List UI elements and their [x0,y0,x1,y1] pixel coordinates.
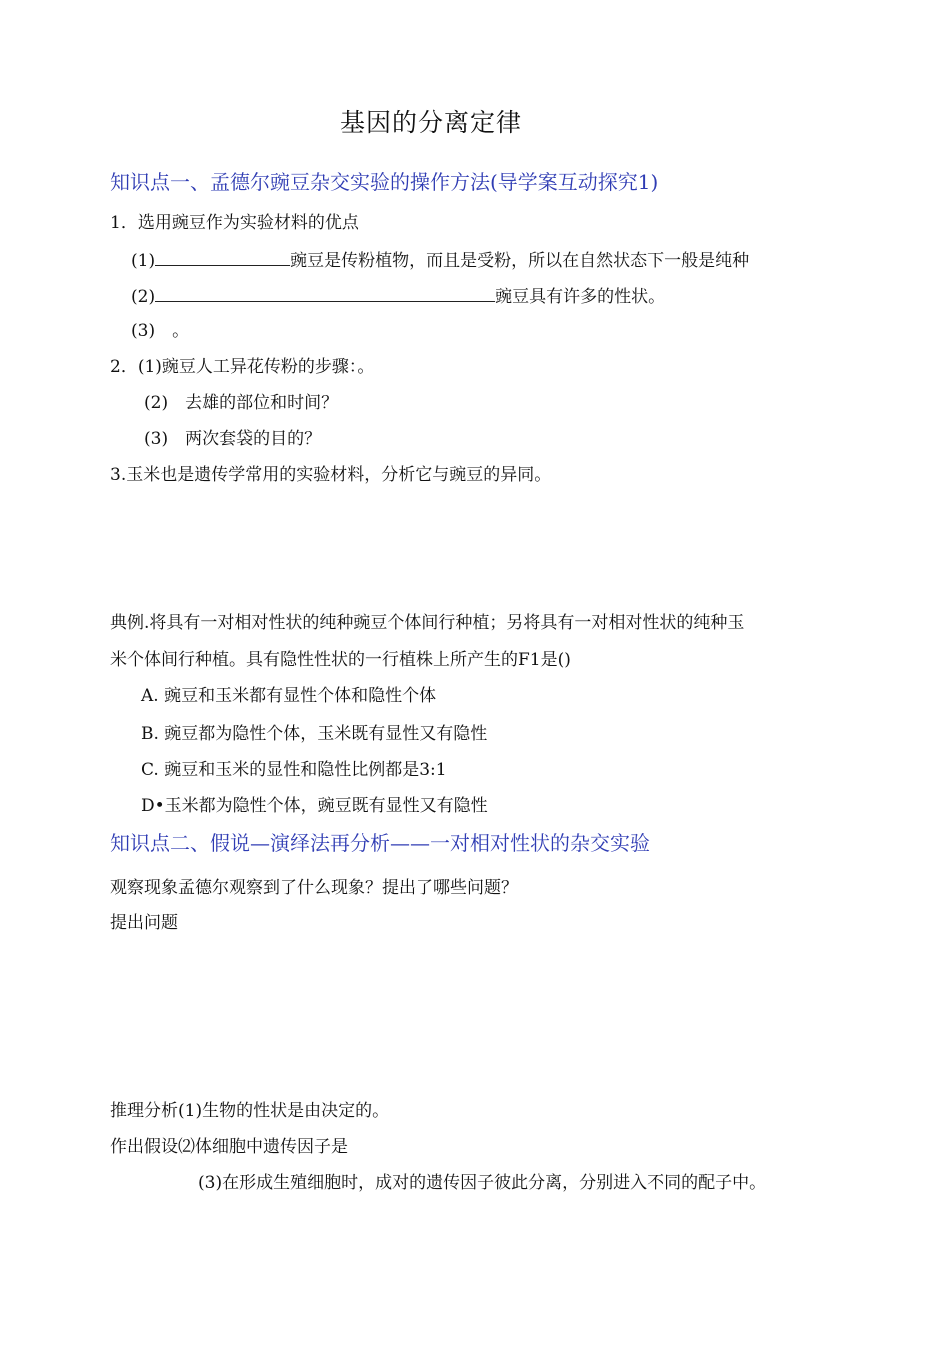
hypothesis-line: 作出假设⑵体细胞中遗传因子是 [110,1137,348,1157]
page-title: 基因的分离定律 [339,108,522,137]
hypothesis-item-3: (3)在形成生殖细胞时，成对的遗传因子彼此分离，分别进入不同的配子中。 [198,1173,767,1193]
item-prefix: (2) [131,287,156,307]
question-2-item-2: (2) 去雄的部位和时间？ [144,393,339,413]
item-prefix: (1) [131,251,156,271]
question-3: 3.玉米也是遗传学常用的实验材料，分析它与豌豆的异同。 [110,465,552,485]
question-1-item-3: (3) 。 [131,321,190,341]
question-1-item-2 [131,283,665,309]
reasoning-line: 推理分析(1)生物的性状是由决定的。 [110,1101,390,1121]
propose-line: 提出问题 [110,913,178,933]
item-text: 豌豆是传粉植物，而且是受粉，所以在自然状态下一般是纯种 [290,251,750,271]
item-text: 豌豆具有许多的性状。 [495,287,666,307]
question-2-item-3: (3) 两次套袋的目的？ [144,429,322,449]
question-1-item-1 [131,247,749,273]
section-heading-2: 知识点二、假说—演绎法再分析——一对相对性状的杂交实验 [110,831,650,855]
answer-blank[interactable] [155,247,290,266]
answer-blank[interactable] [155,283,495,302]
example-line-2: 米个体间行种植。具有隐性性状的一行植株上所产生的F1是() [110,650,571,670]
option-d: D•玉米都为隐性个体，豌豆既有显性又有隐性 [141,796,488,816]
question-2-label: 2．(1)豌豆人工异花传粉的步骤：。 [110,357,375,377]
section-heading-1: 知识点一、孟德尔豌豆杂交实验的操作方法(导学案互动探究1) [110,170,659,194]
example-line-1: 典例.将具有一对相对性状的纯种豌豆个体间行种植；另将具有一对相对性状的纯种玉 [110,613,745,633]
observe-line: 观察现象孟德尔观察到了什么现象？提出了哪些问题？ [110,878,518,898]
option-c: C. 豌豆和玉米的显性和隐性比例都是3:1 [141,760,447,780]
option-a: A. 豌豆和玉米都有显性个体和隐性个体 [141,686,437,706]
question-1-label: 1．选用豌豆作为实验材料的优点 [110,213,359,233]
option-b: B. 豌豆都为隐性个体，玉米既有显性又有隐性 [141,724,488,744]
